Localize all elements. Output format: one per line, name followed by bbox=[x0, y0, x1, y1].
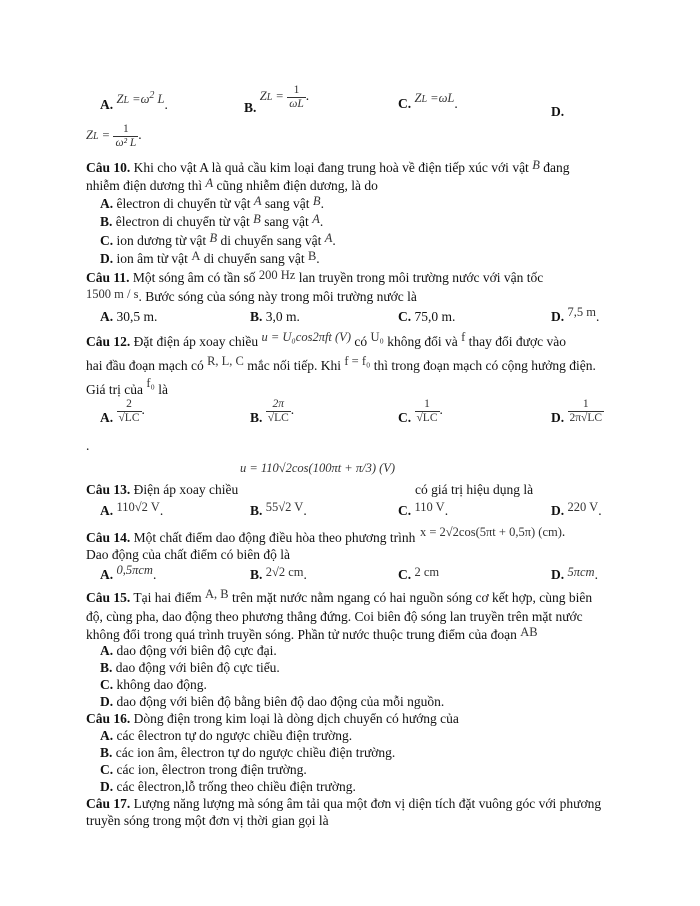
q10-stem-line1: Câu 10. Khi cho vật A là quả cầu kim loại đang trung hoà về điện tiếp xúc với vật B đang bbox=[86, 158, 570, 175]
q16-option-c: C. các ion, êlectron trong điện trường. bbox=[100, 762, 307, 777]
q11-stem-line1: Câu 11. Một sóng âm có tần số 200 Hz lan truyền trong môi trường nước với vận tốc bbox=[86, 268, 544, 285]
q14-option-d: D. 5πcm. bbox=[551, 565, 598, 582]
q9-option-a: A. ZL $=\omega^2$ L. bbox=[100, 90, 168, 113]
q16-option-a: A. các êlectron tự do ngược chiều điện trường. bbox=[100, 728, 353, 743]
q13-option-b: B. 55√2 V. bbox=[250, 500, 307, 518]
q9-option-c: C. ZL =ωL. bbox=[398, 91, 458, 111]
q15-stem-line3: không đổi trong quá trình truyền sóng. Phần tử nước thuộc trung điểm của đoạn AB bbox=[86, 625, 538, 642]
q15-stem-line2: độ, cùng pha, dao động theo phương thẳng đứng. Coi biên độ sóng lan truyền trên mặt nước bbox=[86, 609, 583, 624]
q10-option-a: A. êlectron di chuyển từ vật A sang vật B. bbox=[100, 194, 324, 211]
q12-stem-line3: Giá trị của f₀ là bbox=[86, 376, 169, 397]
q15-option-c: C. không dao động. bbox=[100, 677, 207, 692]
q15-option-b: B. dao động với biên độ cực tiểu. bbox=[100, 660, 280, 675]
stray-dot: . bbox=[86, 438, 90, 453]
q14-stem-line2: Dao động của chất điểm có biên độ là bbox=[86, 547, 290, 562]
q15-option-a: A. dao động với biên độ cực đại. bbox=[100, 643, 277, 658]
q11-option-a: A. 30,5 m. bbox=[100, 309, 158, 324]
q13-option-c: C. 110 V. bbox=[398, 500, 449, 518]
q9-option-d: ZL = $\frac{1}{\text{ω² L}}$ . bbox=[86, 123, 142, 149]
q12-stem-line1: Câu 12. Đặt điện áp xoay chiều u = U₀cos2πft (V) có U₀ không đổi và f thay đổi được vào bbox=[86, 330, 566, 349]
q12-option-a: A. $\frac{2}{√LC}$ . bbox=[100, 398, 145, 426]
q12-stem-line2: hai đầu đoạn mạch có R, L, C mắc nối tiếp. Khi f = f₀ thì trong đoạn mạch có cộng hưởng điện. bbox=[86, 354, 596, 373]
q9-option-d-label: D. bbox=[551, 104, 565, 119]
q13-stem-end: có giá trị hiệu dụng là bbox=[415, 482, 534, 497]
q14-stem-line1: Câu 14. Một chất điểm dao động điều hòa theo phương trình bbox=[86, 530, 416, 545]
q10-option-b: B. êlectron di chuyển từ vật B sang vật A. bbox=[100, 212, 324, 229]
q16-option-d: D. các êlectron,lỗ trống theo chiều điện trường. bbox=[100, 779, 356, 794]
q10-stem-line2: nhiễm điện dương thì A cũng nhiễm điện dương, là do bbox=[86, 176, 378, 193]
q17-stem-line2: truyền sóng trong một đơn vị thời gian gọi là bbox=[86, 813, 329, 828]
q11-option-d: D. 7,5 m. bbox=[551, 305, 600, 324]
q16-stem: Câu 16. Dòng điện trong kim loại là dòng dịch chuyển có hướng của bbox=[86, 711, 459, 726]
q11-option-c: C. 75,0 m. bbox=[398, 309, 456, 324]
q14-option-c: C. 2 cm bbox=[398, 565, 440, 582]
q13-option-a: A. 110√2 V. bbox=[100, 500, 164, 518]
q16-option-b: B. các ion âm, êlectron tự do ngược chiều điện trường. bbox=[100, 745, 396, 760]
q15-stem-line1: Câu 15. Tại hai điểm A, B trên mặt nước nằm ngang có hai nguồn sóng cơ kết hợp, cùng biên bbox=[86, 587, 593, 605]
q11-option-b: B. 3,0 m. bbox=[250, 309, 300, 324]
q14-expression: x = 2√2cos(5πt + 0,5π) (cm). bbox=[420, 524, 566, 539]
q15-option-d: D. dao động với biên độ bằng biên độ dao động của mỗi nguồn. bbox=[100, 694, 445, 709]
q14-option-a: A. 0,5πcm. bbox=[100, 563, 157, 582]
q14-option-b: B. 2√2 cm. bbox=[250, 565, 307, 582]
q11-stem-line2: 1500 m / s. Bước sóng của sóng này trong môi trường nước là bbox=[86, 287, 417, 304]
q12-option-d: D. $\frac{1}{2\pi√LC}$ bbox=[551, 398, 603, 426]
q10-option-c: C. ion dương từ vật B di chuyển sang vật A. bbox=[100, 231, 336, 248]
q13-option-d: D. 220 V. bbox=[551, 500, 602, 518]
q12-option-c: C. $\frac{1}{√LC}$ . bbox=[398, 398, 443, 426]
q12-option-b: B. $\frac{2\pi}{√LC}$ . bbox=[250, 398, 295, 426]
q13-stem: Câu 13. Điện áp xoay chiều bbox=[86, 482, 239, 497]
q13-expression: u = 110√2cos(100πt + π/3) (V) bbox=[240, 461, 396, 475]
q10-option-d: D. ion âm từ vật A di chuyển sang vật B. bbox=[100, 249, 320, 266]
q9-option-b: B. ZL = $\frac{1}{\omega L}$ . bbox=[244, 84, 310, 116]
q17-stem-line1: Câu 17. Lượng năng lượng mà sóng âm tải qua một đơn vị diện tích đặt vuông góc với phương bbox=[86, 796, 602, 811]
